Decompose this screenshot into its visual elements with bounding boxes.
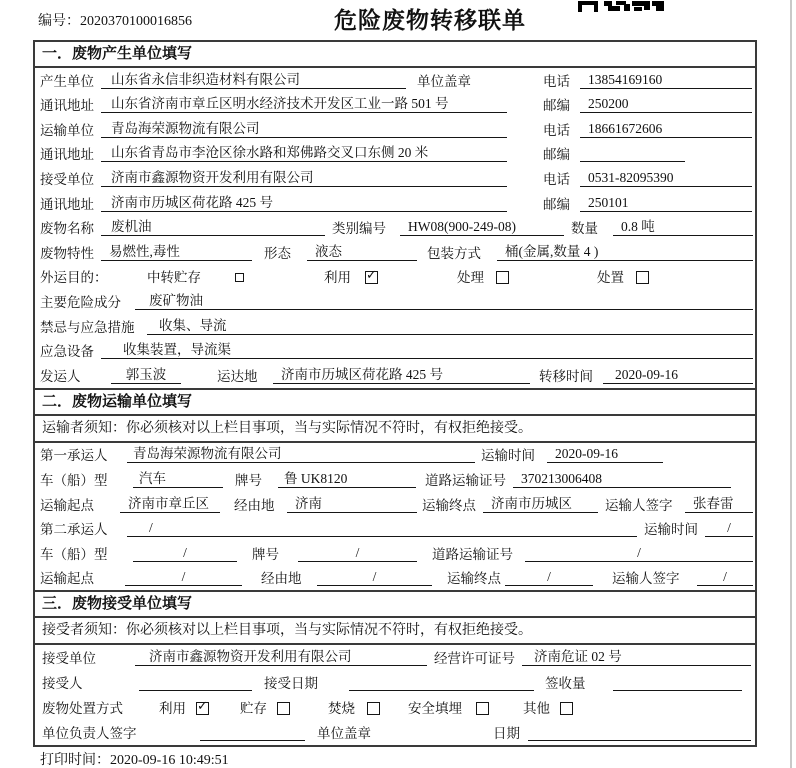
sign-date-field <box>528 724 751 741</box>
route2-end-label: 运输终点 <box>447 571 501 587</box>
road-license1-label: 道路运输证号 <box>425 472 506 488</box>
section2-header: 二．废物运输单位填写 <box>35 388 755 416</box>
plate2-label: 牌号 <box>252 546 279 562</box>
route1-via-field: 济南 <box>287 496 417 513</box>
accept-date-field <box>349 674 534 691</box>
qr-code-fragment-icon <box>578 0 668 18</box>
row-disposal-method <box>35 695 755 720</box>
transporter-value-field: 青岛海荣源物流有限公司 <box>101 121 507 138</box>
route2-start-label: 运输起点 <box>40 571 94 587</box>
print-time-line <box>40 749 229 768</box>
purpose-label: 外运目的： <box>40 270 108 286</box>
waste-quantity-label: 数量 <box>571 221 598 237</box>
row-responsible-sign <box>35 720 755 745</box>
signed-quantity-label: 签收量 <box>545 676 586 692</box>
purpose-treat-checkbox <box>496 271 509 284</box>
transporter-label: 运输单位 <box>40 122 94 138</box>
route1-sign-label: 运输人签字 <box>605 497 673 513</box>
transport-time2-field: / <box>705 520 753 537</box>
vehicle-type1-field: 汽车 <box>133 471 223 488</box>
row-second-carrier <box>35 517 755 542</box>
vehicle-type2-label: 车（船）型 <box>40 546 108 562</box>
signed-quantity-field <box>613 674 742 691</box>
packing-label: 包装方式 <box>427 245 481 261</box>
receiver-zip-label: 邮编 <box>543 196 570 212</box>
row-vehicle2 <box>35 541 755 566</box>
transporter-phone-field: 18661672606 <box>580 121 752 138</box>
print-time-label: 打印时间： <box>40 753 110 768</box>
row-vehicle1 <box>35 467 755 492</box>
plate1-label: 牌号 <box>235 472 262 488</box>
purpose-transfer-storage-label: 中转贮存 <box>147 270 201 286</box>
waste-category-field: HW08(900-249-08) <box>400 219 564 236</box>
transporter-notice: 运输者须知：你必须核对以上栏目事项，当与实际情况不符时，有权拒绝接受。 <box>35 416 755 443</box>
dispatcher-label: 发运人 <box>40 368 81 384</box>
responsible-sign-field <box>200 724 305 741</box>
receiver-zip-field: 250101 <box>580 195 752 212</box>
waste-form-field: 液态 <box>307 244 417 261</box>
row-waste-name <box>35 216 755 241</box>
disposal-store-label: 贮存 <box>240 701 267 717</box>
vehicle-type2-field: / <box>133 545 237 562</box>
receiver-seal-label: 单位盖章 <box>317 726 371 742</box>
route2-via-field: / <box>317 569 432 586</box>
route2-sign-label: 运输人签字 <box>612 571 680 587</box>
route2-start-field: / <box>125 569 242 586</box>
accept-unit-field: 济南市鑫源物资开发利用有限公司 <box>135 649 427 666</box>
serial-number: 2020370100016856 <box>80 14 192 29</box>
producer-phone-field: 13854169160 <box>580 72 752 89</box>
purpose-transfer-storage-checkbox <box>235 273 244 282</box>
waste-traits-field: 易燃性,毒性 <box>101 244 252 261</box>
emergency-measures-field: 收集、导流 <box>147 318 753 335</box>
accept-unit-label: 接受单位 <box>42 651 96 667</box>
waste-name-field: 废机油 <box>101 219 325 236</box>
disposal-method-label: 废物处置方式 <box>42 701 123 717</box>
row-transporter <box>35 117 755 142</box>
waste-name-label: 废物名称 <box>40 221 94 237</box>
transporter-address-field: 山东省青岛市李沧区徐水路和郑佛路交叉口东侧 20 米 <box>101 145 507 162</box>
row-receiver-address <box>35 191 755 216</box>
receiver-notice: 接受者须知：你必须核对以上栏目事项，当与实际情况不符时，有权拒绝接受。 <box>35 618 755 645</box>
row-transfer-purpose <box>35 265 755 290</box>
transporter-zip-label: 邮编 <box>543 147 570 163</box>
receiver-phone-label: 电话 <box>543 171 570 187</box>
purpose-utilize-checkbox <box>365 271 378 284</box>
route1-sign-field: 张春雷 <box>685 496 753 513</box>
emergency-measures-label: 禁忌与应急措施 <box>40 319 135 335</box>
road-license1-field: 370213006408 <box>513 471 731 488</box>
destination-label: 运达地 <box>217 368 258 384</box>
transfer-time-label: 转移时间 <box>539 368 593 384</box>
row-accept-unit <box>35 645 755 670</box>
waste-quantity-field: 0.8 吨 <box>613 219 753 236</box>
page-title: 危险废物转移联单 <box>334 8 526 33</box>
waste-traits-label: 废物特性 <box>40 245 94 261</box>
producer-value-field: 山东省永信非织造材料有限公司 <box>101 72 406 89</box>
print-time-value: 2020-09-16 10:49:51 <box>110 753 229 768</box>
disposal-other-label: 其他 <box>523 701 550 717</box>
receiver-address-field: 济南市历城区荷花路 425 号 <box>101 195 507 212</box>
accept-date-label: 接受日期 <box>264 676 318 692</box>
producer-zip-label: 邮编 <box>543 98 570 114</box>
waste-form-label: 形态 <box>264 245 291 261</box>
disposal-landfill-checkbox <box>476 702 489 715</box>
producer-phone-label: 电话 <box>543 73 570 89</box>
emergency-equipment-label: 应急设备 <box>40 344 94 360</box>
road-license2-field: / <box>525 545 753 562</box>
transporter-phone-label: 电话 <box>543 122 570 138</box>
route1-start-field: 济南市章丘区 <box>120 496 220 513</box>
permit-number-label: 经营许可证号 <box>434 651 515 667</box>
disposal-other-checkbox <box>560 702 573 715</box>
producer-address-label: 通讯地址 <box>40 98 94 114</box>
permit-number-field: 济南危证 02 号 <box>522 649 751 666</box>
packing-field: 桶(金属,数量 4 ) <box>497 244 753 261</box>
transport-time1-label: 运输时间 <box>481 448 535 464</box>
row-receiver <box>35 166 755 191</box>
accept-person-field <box>139 674 252 691</box>
producer-address-field: 山东省济南市章丘区明水经济技术开发区工业一路 501 号 <box>101 96 507 113</box>
disposal-incinerate-label: 焚烧 <box>328 701 355 717</box>
transfer-form-table <box>33 40 757 747</box>
accept-person-label: 接受人 <box>42 676 83 692</box>
second-carrier-label: 第二承运人 <box>40 522 108 538</box>
transporter-address-label: 通讯地址 <box>40 147 94 163</box>
row-emergency-measures <box>35 314 755 339</box>
serial-label: 编号： <box>38 14 80 29</box>
vehicle-type1-label: 车（船）型 <box>40 472 108 488</box>
responsible-sign-label: 单位负责人签字 <box>42 726 137 742</box>
row-first-carrier <box>35 443 755 468</box>
dispatcher-name-field: 郭玉波 <box>111 367 181 384</box>
route1-end-label: 运输终点 <box>422 497 476 513</box>
row-emergency-equipment <box>35 339 755 364</box>
plate2-field: / <box>298 545 417 562</box>
receiver-label: 接受单位 <box>40 171 94 187</box>
purpose-treat-label: 处理 <box>457 270 484 286</box>
row-producer-address <box>35 93 755 118</box>
disposal-utilize-checkbox <box>196 702 209 715</box>
sign-date-label: 日期 <box>493 726 520 742</box>
plate1-field: 鲁 UK8120 <box>278 471 416 488</box>
purpose-dispose-checkbox <box>636 271 649 284</box>
row-transporter-address <box>35 142 755 167</box>
transporter-zip-field <box>580 145 685 162</box>
purpose-utilize-label: 利用 <box>324 270 351 286</box>
receiver-address-label: 通讯地址 <box>40 196 94 212</box>
first-carrier-field: 青岛海荣源物流有限公司 <box>127 446 475 463</box>
row-waste-traits <box>35 240 755 265</box>
row-accept-person <box>35 670 755 695</box>
row-dispatch <box>35 363 755 388</box>
disposal-store-checkbox <box>277 702 290 715</box>
purpose-dispose-label: 处置 <box>597 270 624 286</box>
route2-sign-field: / <box>697 569 753 586</box>
producer-zip-field: 250200 <box>580 96 752 113</box>
row-route2 <box>35 566 755 591</box>
producer-label: 产生单位 <box>40 73 94 89</box>
second-carrier-field: / <box>127 520 637 537</box>
road-license2-label: 道路运输证号 <box>432 546 513 562</box>
first-carrier-label: 第一承运人 <box>40 448 108 464</box>
hazard-component-field: 废矿物油 <box>135 293 753 310</box>
section3-header: 三．废物接受单位填写 <box>35 590 755 618</box>
transport-time2-label: 运输时间 <box>644 522 698 538</box>
transfer-time-field: 2020-09-16 <box>603 367 753 384</box>
route2-via-label: 经由地 <box>261 571 302 587</box>
route1-start-label: 运输起点 <box>40 497 94 513</box>
scan-edge-line <box>790 0 792 768</box>
destination-field: 济南市历城区荷花路 425 号 <box>273 367 530 384</box>
route2-end-field: / <box>505 569 593 586</box>
route1-end-field: 济南市历城区 <box>483 496 598 513</box>
transport-time1-field: 2020-09-16 <box>547 446 663 463</box>
receiver-value-field: 济南市鑫源物资开发利用有限公司 <box>101 170 507 187</box>
waste-category-label: 类别编号 <box>332 221 386 237</box>
receiver-phone-field: 0531-82095390 <box>580 170 752 187</box>
disposal-landfill-label: 安全填埋 <box>408 701 462 717</box>
unit-seal-label: 单位盖章 <box>417 73 471 89</box>
section1-header: 一．废物产生单位填写 <box>35 42 755 68</box>
emergency-equipment-field: 收集装置，导流渠 <box>101 342 753 359</box>
route1-via-label: 经由地 <box>234 497 275 513</box>
row-producer <box>35 68 755 93</box>
disposal-utilize-label: 利用 <box>159 701 186 717</box>
row-route1 <box>35 492 755 517</box>
disposal-incinerate-checkbox <box>367 702 380 715</box>
row-hazard-component <box>35 289 755 314</box>
hazard-component-label: 主要危险成分 <box>40 294 121 310</box>
